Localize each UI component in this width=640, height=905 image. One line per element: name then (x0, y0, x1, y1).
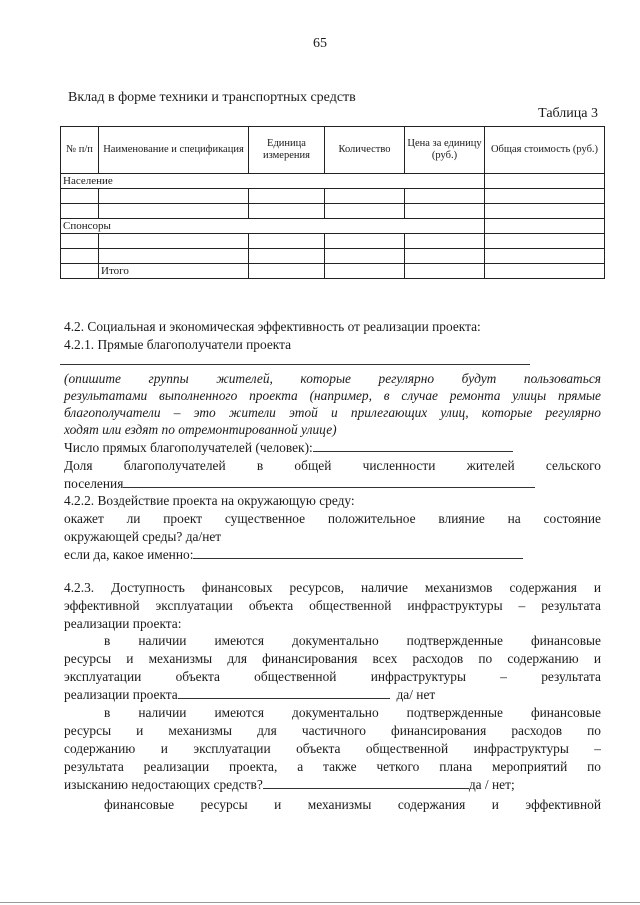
page-bottom-edge (0, 902, 640, 903)
col-header-unit: Единица измерения (249, 127, 325, 174)
table-row (61, 204, 605, 219)
col-header-name: Наименование и спецификация (99, 127, 249, 174)
section-title: Вклад в форме техники и транспортных средств (68, 90, 356, 105)
table-row (61, 234, 605, 249)
option-1-text: эксплуатации объекта общественной инфраструктуры – результата (64, 669, 601, 684)
fill-in-blank[interactable] (193, 546, 523, 559)
beneficiaries-share: Доля благополучателей в общей численности жителей сельского (64, 458, 601, 473)
section-4-2: 4.2. Социальная и экономическая эффективность от реализации проекта: (64, 319, 481, 334)
table-row (61, 189, 605, 204)
option-2-text: результата реализации проекта, а также четкого плана мероприятий по (64, 759, 601, 774)
fill-in-blank[interactable] (313, 439, 513, 452)
table-section-row (61, 174, 605, 189)
table-section-row (61, 219, 605, 234)
option-3-text: финансовые ресурсы и механизмы содержания и эффективной (104, 797, 601, 812)
blank-line (60, 364, 530, 365)
section-4-2-3: 4.2.3. Доступность финансовых ресурсов, наличие механизмов содержания и (64, 580, 601, 595)
section-sponsors: Спонсоры (61, 219, 485, 234)
section-4-2-2: 4.2.2. Воздействие проекта на окружающую среду: (64, 493, 355, 508)
total-label: Итого (99, 264, 249, 279)
col-header-number: № п/п (61, 127, 99, 174)
section-4-2-3-text: эффективной эксплуатации объекта общественной инфраструктуры – результата (64, 598, 601, 613)
hint-text: (опишите группы жителей, которые регулярно будут пользоваться (64, 371, 601, 386)
col-header-price: Цена за единицу (руб.) (405, 127, 485, 174)
table-row (61, 249, 605, 264)
col-header-quantity: Количество (325, 127, 405, 174)
table-total-row (61, 264, 605, 279)
page-number: 65 (313, 36, 327, 51)
hint-text: ходят или ездят по отремонтированной улице) (64, 422, 337, 437)
option-2-text: в наличии имеются документально подтвержденные финансовые (104, 705, 601, 720)
environment-question: окажет ли проект существенное положительное влияние на состояние (64, 511, 601, 526)
hint-text: результатами выполненного проекта (например, в случае ремонта улицы прямые (64, 388, 601, 403)
fill-in-blank[interactable] (263, 776, 469, 789)
option-1-answer: реализации проекта да/ нет (64, 687, 436, 702)
option-2-answer: изысканию недостающих средств? да / нет; (64, 777, 515, 792)
environment-question-cont: окружающей среды? да/нет (64, 529, 222, 544)
section-4-2-3-text: реализации проекта: (64, 616, 182, 631)
col-header-total: Общая стоимость (руб.) (485, 127, 605, 174)
fill-in-blank[interactable] (178, 686, 390, 699)
direct-beneficiaries-count: Число прямых благополучателей (человек): (64, 439, 601, 456)
option-2-text: содержанию и эксплуатации объекта общественной инфраструктуры – (64, 741, 601, 756)
table-cell (485, 174, 605, 189)
option-2-text: ресурсы и механизмы для частичного финансирования расходов по (64, 723, 601, 738)
beneficiaries-share-cont: поселения (64, 475, 601, 492)
table-label: Таблица 3 (538, 106, 598, 121)
contribution-table (60, 126, 605, 279)
fill-in-blank[interactable] (123, 475, 535, 488)
section-population: Население (61, 174, 485, 189)
if-yes-line: если да, какое именно: (64, 546, 601, 563)
option-1-text: ресурсы и механизмы для финансирования всех расходов по содержанию и (64, 651, 601, 666)
table-header-row (61, 127, 605, 174)
section-4-2-1: 4.2.1. Прямые благополучатели проекта (64, 337, 292, 352)
table-cell (485, 219, 605, 234)
hint-text: благополучатели – это жители этой и прилегающих улиц, которые регулярно (64, 405, 601, 420)
option-1-text: в наличии имеются документально подтвержденные финансовые (104, 633, 601, 648)
